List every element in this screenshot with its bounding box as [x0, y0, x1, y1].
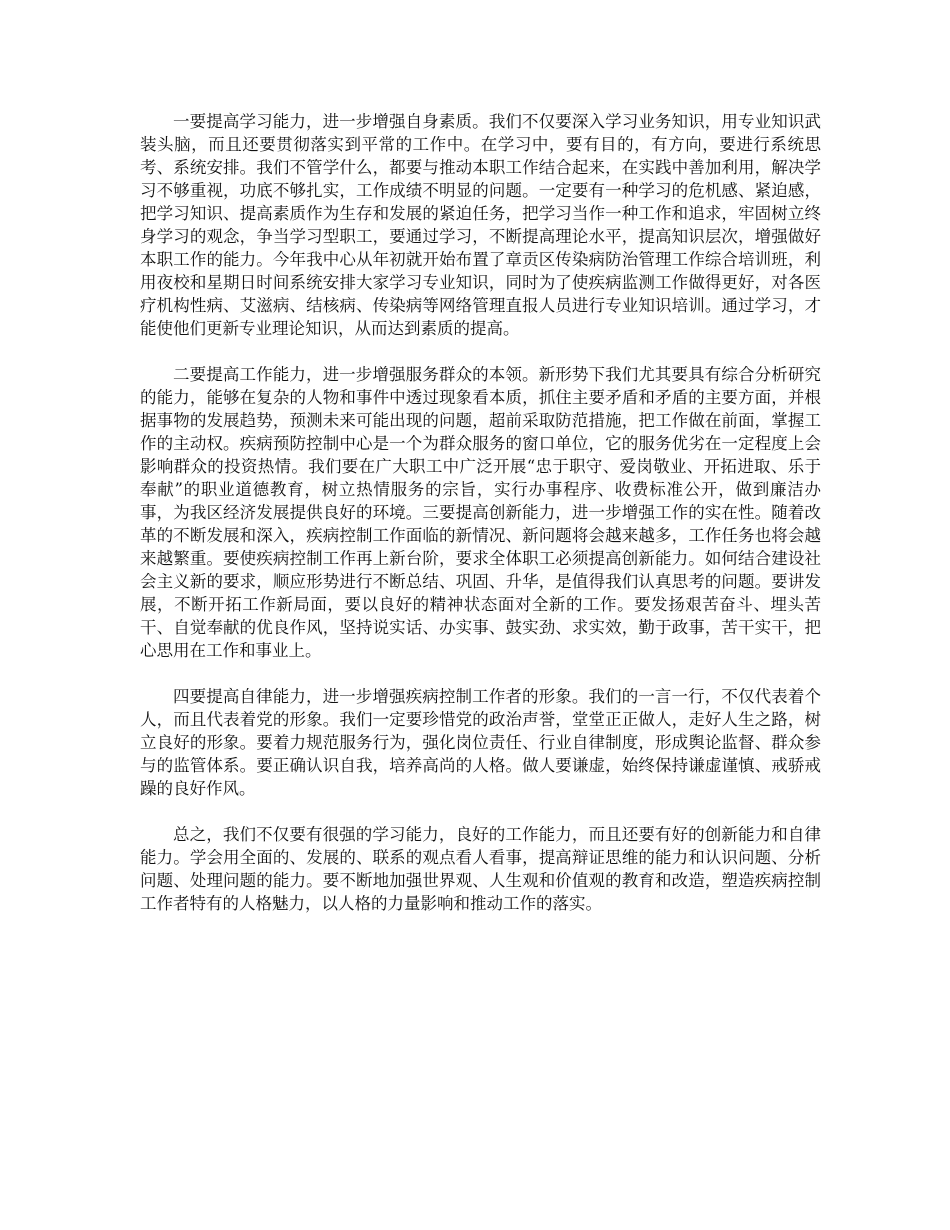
paragraph-learning-ability: 一要提高学习能力，进一步增强自身素质。我们不仅要深入学习业务知识，用专业知识武装头脑，而且还要贯彻落实到平常的工作中。在学习中，要有目的，有方向，要进行系统思考、系统安排。我们不管学什么，都要与推动本职工作结合起来，在实践中善加利用，解决学习不够重视，功底不够扎实，工作成绩不明显的问题。一定要有一种学习的危机感、紧迫感，把学习知识、提高素质作为生存和发展的紧迫任务，把学习当作一种工作和追求，牢固树立终身学习的观念，争当学习型职工，要通过学习，不断提高理论水平，提高知识层次，增强做好本职工作的能力。今年我中心从年初就开始布置了章贡区传染病防治管理工作综合培训班，利用夜校和星期日时间系统安排大家学习专业知识，同时为了使疾病监测工作做得更好，对各医疗机构性病、艾滋病、结核病、传染病等网络管理直报人员进行专业知识培训。通过学习，才能使他们更新专业理论知识，从而达到素质的提高。: [140, 112, 821, 338]
paragraph-conclusion: 总之，我们不仅要有很强的学习能力，良好的工作能力，而且还要有好的创新能力和自律能力。学会用全面的、发展的、联系的观点看人看事，提高辩证思维的能力和认识问题、分析问题、处理问题的能力。要不断地加强世界观、人生观和价值观的教育和改造，塑造疾病控制工作者特有的人格魅力，以人格的力量影响和推动工作的落实。: [140, 825, 821, 913]
paragraph-self-discipline: 四要提高自律能力，进一步增强疾病控制工作者的形象。我们的一言一行，不仅代表着个人，而且代表着党的形象。我们一定要珍惜党的政治声誉，堂堂正正做人，走好人生之路，树立良好的形象。要着力规范服务行为，强化岗位责任、行业自律制度，形成舆论监督、群众参与的监管体系。要正确认识自我，培养高尚的人格。做人要谦虚，始终保持谦虚谨慎、戒骄戒躁的良好作风。: [140, 687, 821, 798]
paragraph-work-ability: 二要提高工作能力，进一步增强服务群众的本领。新形势下我们尤其要具有综合分析研究的能力，能够在复杂的人物和事件中透过现象看本质，抓住主要矛盾和矛盾的主要方面，并根据事物的发展趋势，预测未来可能出现的问题，超前采取防范措施，把工作做在前面，掌握工作的主动权。疾病预防控制中心是一个为群众服务的窗口单位，它的服务优劣在一定程度上会影响群众的投资热情。我们要在广大职工中广泛开展“忠于职守、爱岗敬业、开拓进取、乐于奉献”的职业道德教育，树立热情服务的宗旨，实行办事程序、收费标准公开，做到廉洁办事，为我区经济发展提供良好的环境。三要提高创新能力，进一步增强工作的实在性。随着改革的不断发展和深入，疾病控制工作面临的新情况、新问题将会越来越多，工作任务也将会越来越繁重。要使疾病控制工作再上新台阶，要求全体职工必须提高创新能力。如何结合建设社会主义新的要求，顺应形势进行不断总结、巩固、升华，是值得我们认真思考的问题。要讲发展，不断开拓工作新局面，要以良好的精神状态面对全新的工作。要发扬艰苦奋斗、埋头苦干、自觉奉献的优良作风，坚持说实话、办实事、鼓实劲、求实效，勤于政事，苦干实干，把心思用在工作和事业上。: [140, 365, 821, 660]
document-body: [140, 110, 821, 938]
